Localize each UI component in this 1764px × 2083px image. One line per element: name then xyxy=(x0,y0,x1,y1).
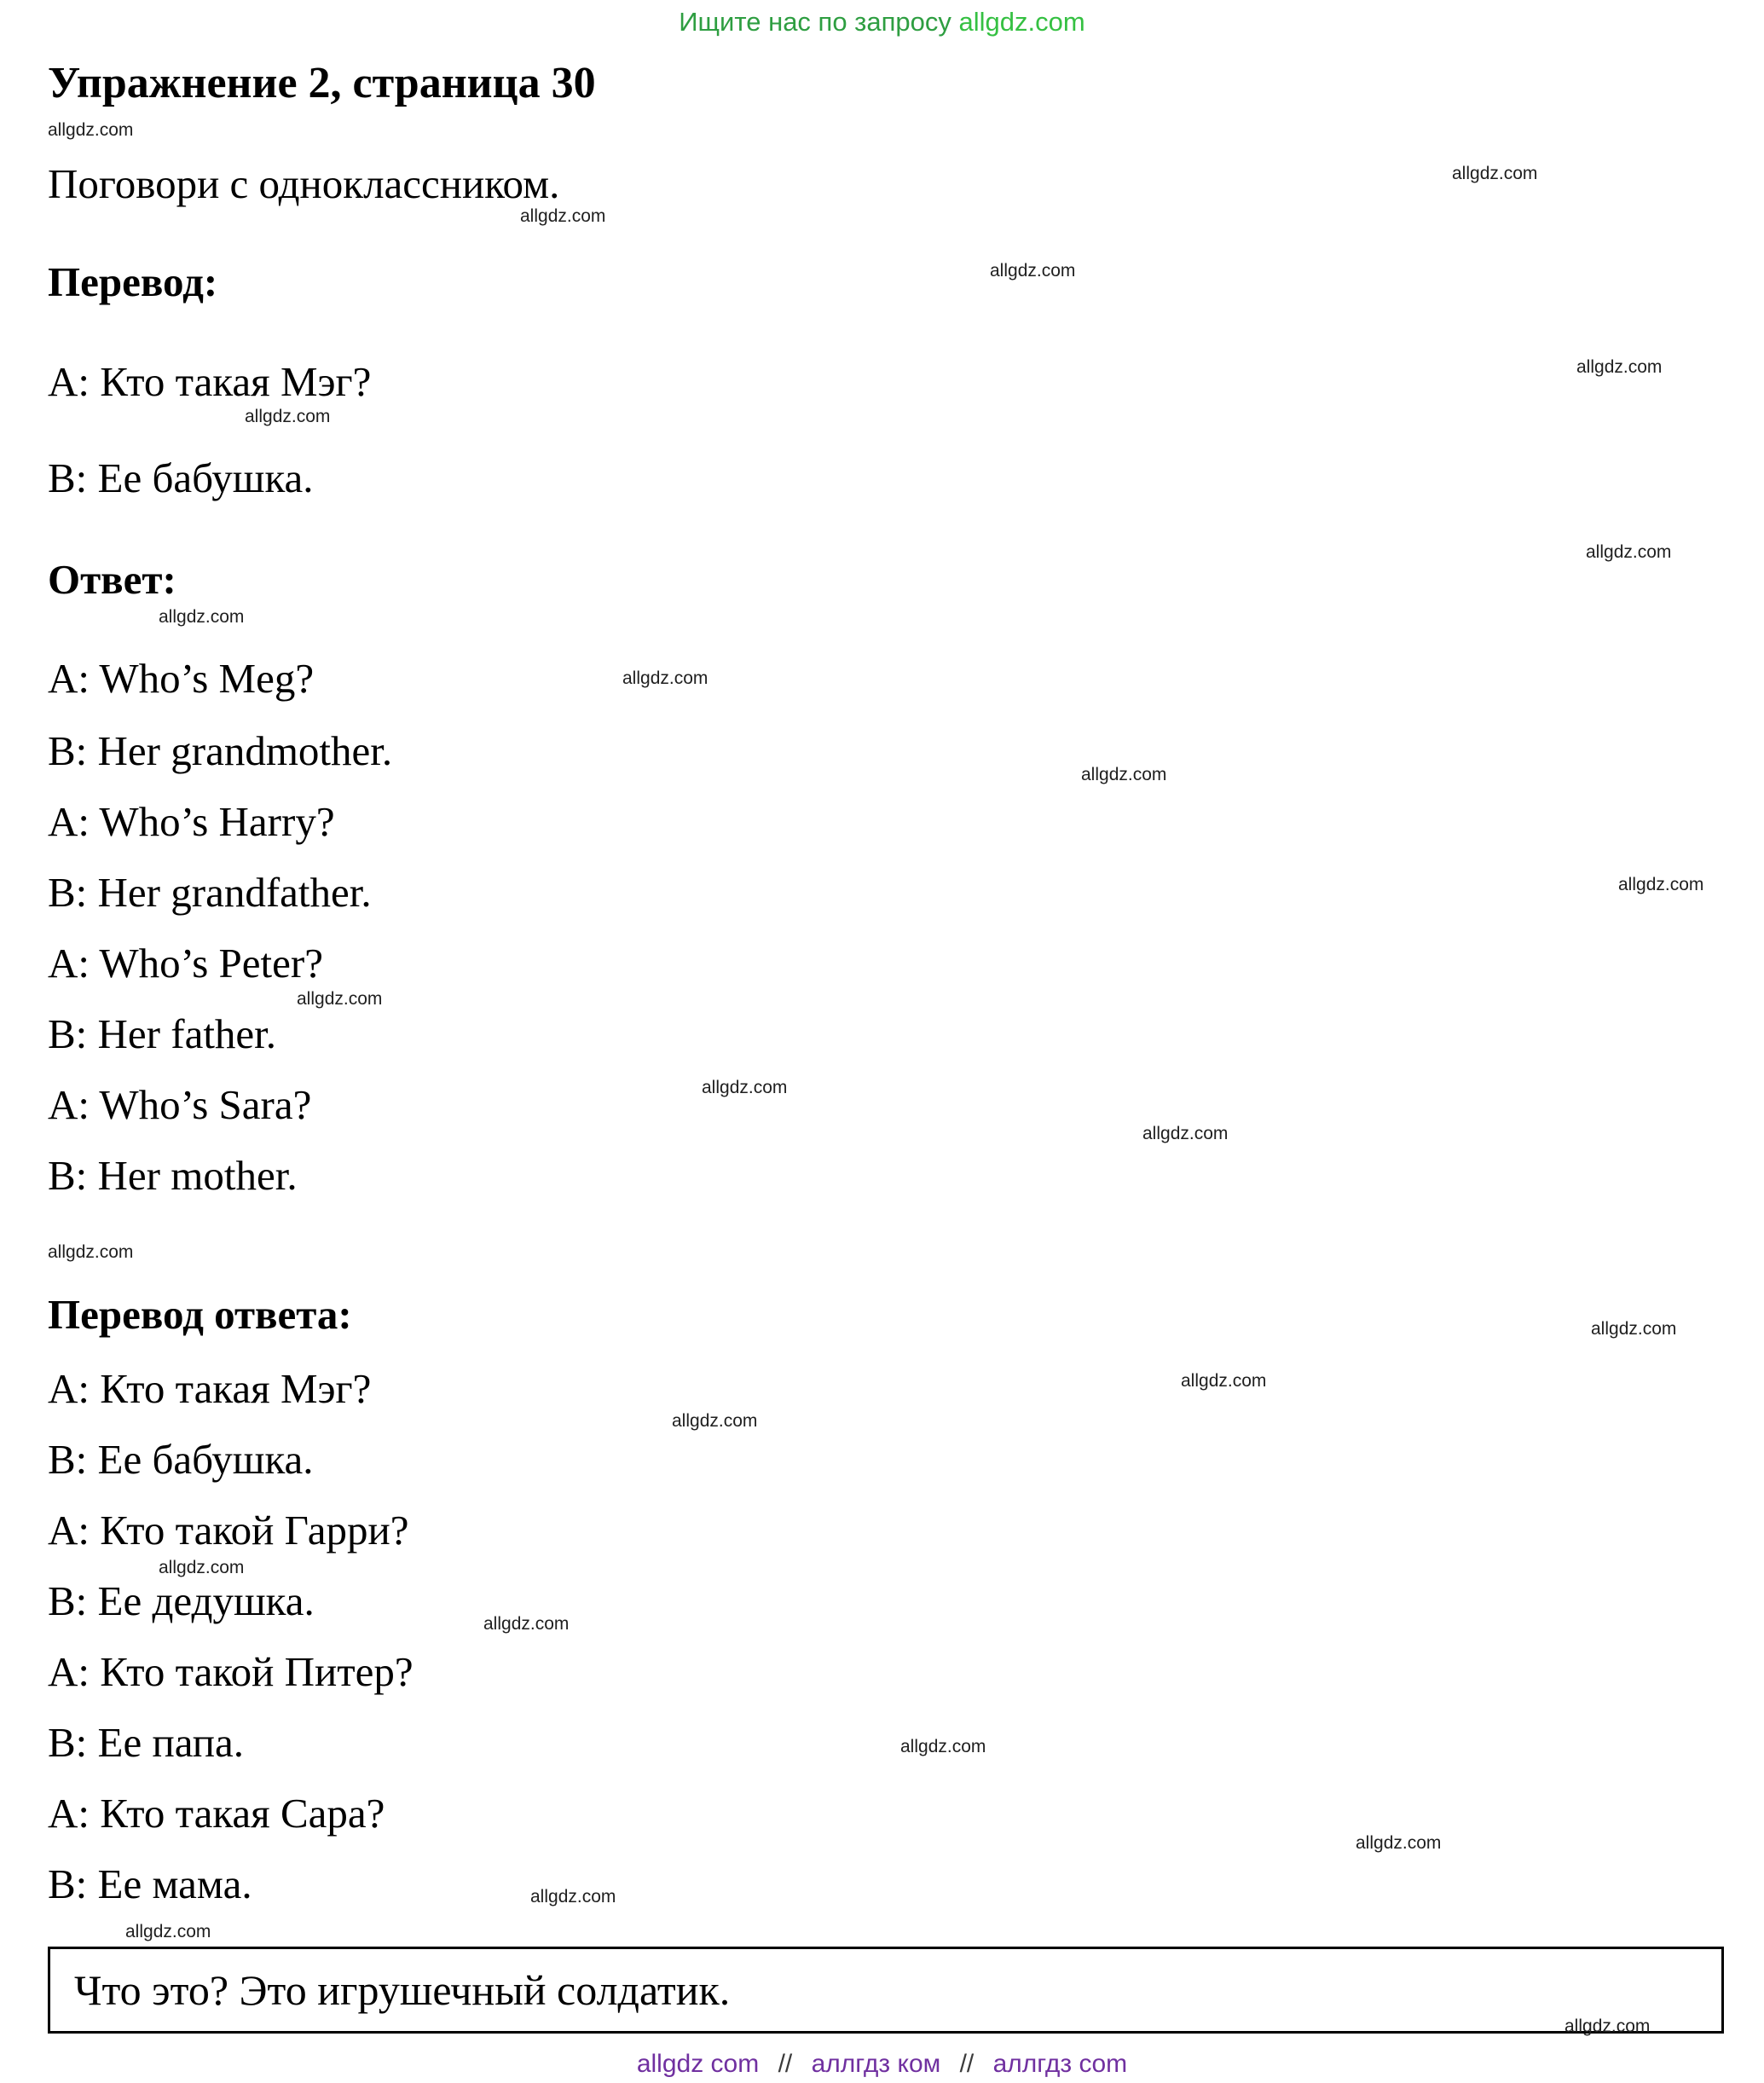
footer xyxy=(0,2050,1764,2079)
answer-line: B: Her grandfather. xyxy=(48,869,372,916)
watermark: allgdz.com xyxy=(245,407,331,426)
watermark: allgdz.com xyxy=(1142,1124,1229,1143)
translation-line: В: Ее бабушка. xyxy=(48,454,314,501)
watermark: allgdz.com xyxy=(1576,357,1663,377)
watermark: allgdz.com xyxy=(1356,1833,1442,1853)
answer-line: A: Who’s Sara? xyxy=(48,1081,312,1128)
watermark: allgdz.com xyxy=(1618,875,1704,894)
answer-line: A: Who’s Meg? xyxy=(48,655,315,702)
watermark: allgdz.com xyxy=(125,1922,211,1941)
watermark: allgdz.com xyxy=(1452,164,1538,183)
watermark: allgdz.com xyxy=(297,989,383,1009)
watermark: allgdz.com xyxy=(48,1242,134,1262)
top-banner xyxy=(0,7,1764,38)
watermark: allgdz.com xyxy=(159,607,245,627)
answer-translation-line: А: Кто такая Мэг? xyxy=(48,1365,372,1412)
watermark: allgdz.com xyxy=(1586,542,1672,562)
footer-site-left: allgdz com xyxy=(636,2050,760,2078)
watermark: allgdz.com xyxy=(483,1614,570,1634)
watermark: allgdz.com xyxy=(1591,1319,1677,1339)
footer-site-middle: аллгдз ком xyxy=(811,2050,941,2078)
watermark: allgdz.com xyxy=(159,1558,245,1577)
watermark: allgdz.com xyxy=(1564,2016,1651,2036)
answer-translation-line: В: Ее дедушка. xyxy=(48,1577,315,1624)
answer-translation-line: В: Ее бабушка. xyxy=(48,1436,314,1483)
bottom-answer-text: Что это? Это игрушечный солдатик. xyxy=(74,1966,731,2014)
answer-line: B: Her mother. xyxy=(48,1152,298,1199)
banner-site-link: allgdz.com xyxy=(958,7,1085,37)
answer-translation-line: А: Кто такой Гарри? xyxy=(48,1507,409,1554)
footer-separator: // xyxy=(959,2050,975,2078)
answer-translation-heading: Перевод ответа: xyxy=(48,1291,352,1338)
intro-text: Поговори с одноклассником. xyxy=(48,160,560,207)
watermark: allgdz.com xyxy=(622,668,708,688)
answer-translation-line: В: Ее папа. xyxy=(48,1719,245,1766)
footer-separator: // xyxy=(778,2050,793,2078)
answer-heading: Ответ: xyxy=(48,556,176,603)
watermark: allgdz.com xyxy=(530,1887,616,1907)
footer-site-right: аллгдз com xyxy=(992,2050,1128,2078)
watermark: allgdz.com xyxy=(1181,1371,1267,1391)
watermark: allgdz.com xyxy=(1081,765,1167,784)
answer-translation-line: А: Кто такая Сара? xyxy=(48,1790,385,1837)
answer-line: A: Who’s Harry? xyxy=(48,798,335,845)
answer-translation-line: А: Кто такой Питер? xyxy=(48,1648,414,1695)
banner-text: Ищите нас по запросу xyxy=(679,7,951,37)
answer-line: A: Who’s Peter? xyxy=(48,940,323,987)
page-title: Упражнение 2, страница 30 xyxy=(48,59,596,107)
bottom-answer-box xyxy=(48,1947,1724,2034)
translation-heading: Перевод: xyxy=(48,258,218,305)
watermark: allgdz.com xyxy=(672,1411,758,1431)
watermark: allgdz.com xyxy=(900,1737,986,1756)
watermark: allgdz.com xyxy=(990,261,1076,281)
watermark: allgdz.com xyxy=(702,1078,788,1097)
answer-translation-line: В: Ее мама. xyxy=(48,1860,252,1907)
watermark: allgdz.com xyxy=(520,206,606,226)
translation-line: А: Кто такая Мэг? xyxy=(48,358,372,405)
answer-line: B: Her father. xyxy=(48,1010,277,1057)
watermark: allgdz.com xyxy=(48,120,134,140)
answer-line: B: Her grandmother. xyxy=(48,727,393,774)
